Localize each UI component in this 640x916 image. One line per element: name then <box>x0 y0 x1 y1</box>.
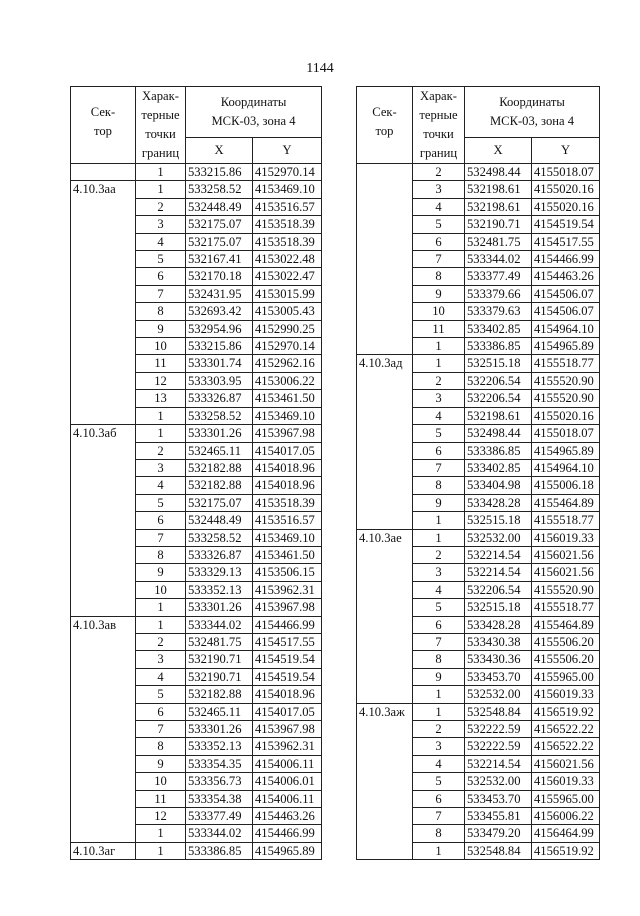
coordinate-x: 532532.00 <box>465 686 532 703</box>
coordinate-x: 533428.28 <box>465 494 532 511</box>
coordinate-x: 533215.86 <box>186 164 253 181</box>
coordinate-y: 4153506.15 <box>253 564 322 581</box>
point-number: 6 <box>413 442 465 459</box>
sector-label: 4.10.3аг <box>71 842 136 859</box>
coordinate-y: 4153962.31 <box>253 581 322 598</box>
point-number: 3 <box>136 216 186 233</box>
coordinate-y: 4156021.56 <box>532 755 600 772</box>
point-number: 1 <box>413 338 465 355</box>
point-number: 9 <box>413 668 465 685</box>
coordinate-x: 532170.18 <box>186 268 253 285</box>
coordinate-x: 532515.18 <box>465 355 532 372</box>
coordinate-y: 4154466.99 <box>253 825 322 842</box>
table-row <box>71 164 322 181</box>
point-number: 2 <box>136 633 186 650</box>
coordinate-x: 533344.02 <box>186 825 253 842</box>
coordinate-y: 4154018.96 <box>253 459 322 476</box>
point-number: 4 <box>413 407 465 424</box>
point-number: 1 <box>413 512 465 529</box>
coordinate-x: 532190.71 <box>186 668 253 685</box>
coordinate-x: 532206.54 <box>465 390 532 407</box>
point-number: 4 <box>136 668 186 685</box>
coordinate-y: 4154965.89 <box>532 442 600 459</box>
point-number: 3 <box>413 181 465 198</box>
coordinate-x: 533301.26 <box>186 599 253 616</box>
point-number: 2 <box>413 546 465 563</box>
coordinate-y: 4153461.50 <box>253 546 322 563</box>
coordinate-x: 532214.54 <box>465 546 532 563</box>
coordinate-x: 533258.52 <box>186 181 253 198</box>
coordinate-x: 532175.07 <box>186 216 253 233</box>
header-y: Y <box>253 137 322 163</box>
coordinate-x: 532693.42 <box>186 303 253 320</box>
point-number: 4 <box>413 755 465 772</box>
coordinate-y: 4154519.54 <box>253 651 322 668</box>
coordinate-y: 4153967.98 <box>253 721 322 738</box>
coordinate-x: 533428.28 <box>465 616 532 633</box>
coordinate-x: 532206.54 <box>465 372 532 389</box>
coordinate-y: 4156021.56 <box>532 546 600 563</box>
coordinate-y: 4153022.48 <box>253 251 322 268</box>
coordinate-x: 532190.71 <box>465 216 532 233</box>
coordinate-y: 4153516.57 <box>253 512 322 529</box>
coordinate-x: 533329.13 <box>186 564 253 581</box>
coordinate-x: 533453.70 <box>465 668 532 685</box>
coordinate-x: 532222.59 <box>465 721 532 738</box>
coordinate-x: 533455.81 <box>465 808 532 825</box>
coordinate-x: 533453.70 <box>465 790 532 807</box>
point-number: 11 <box>413 320 465 337</box>
coordinate-y: 4154018.96 <box>253 686 322 703</box>
header-x: X <box>186 137 253 163</box>
coordinate-y: 4154965.89 <box>532 338 600 355</box>
point-number: 4 <box>136 477 186 494</box>
coordinate-y: 4156464.99 <box>532 825 600 842</box>
coordinate-y: 4155020.16 <box>532 198 600 215</box>
point-number: 10 <box>136 773 186 790</box>
coordinate-y: 4153006.22 <box>253 372 322 389</box>
point-number: 1 <box>136 425 186 442</box>
point-number: 3 <box>413 738 465 755</box>
header-sector: Сек- тор <box>71 87 136 164</box>
table-row <box>71 425 322 442</box>
point-number: 6 <box>136 268 186 285</box>
coordinate-y: 4154517.55 <box>532 233 600 250</box>
coordinate-x: 533352.13 <box>186 581 253 598</box>
point-number: 11 <box>136 790 186 807</box>
point-number: 1 <box>413 355 465 372</box>
table-row <box>357 529 600 546</box>
coordinate-x: 532548.84 <box>465 703 532 720</box>
point-number: 2 <box>413 372 465 389</box>
header-x: X <box>465 137 532 163</box>
coordinate-y: 4154006.01 <box>253 773 322 790</box>
point-number: 9 <box>136 564 186 581</box>
coordinate-y: 4154519.54 <box>253 668 322 685</box>
point-number: 4 <box>413 581 465 598</box>
coordinate-x: 532465.11 <box>186 442 253 459</box>
coordinate-x: 533404.98 <box>465 477 532 494</box>
coordinate-y: 4155518.77 <box>532 355 600 372</box>
table-row <box>71 616 322 633</box>
point-number: 3 <box>413 564 465 581</box>
coordinate-y: 4155518.77 <box>532 599 600 616</box>
coordinate-y: 4154466.99 <box>532 251 600 268</box>
coordinate-y: 4153518.39 <box>253 216 322 233</box>
point-number: 4 <box>413 198 465 215</box>
coordinate-x: 532515.18 <box>465 512 532 529</box>
coordinate-x: 532548.84 <box>465 842 532 859</box>
coordinate-y: 4154964.10 <box>532 320 600 337</box>
coordinate-y: 4155018.07 <box>532 425 600 442</box>
coordinate-y: 4155518.77 <box>532 512 600 529</box>
coordinate-y: 4154466.99 <box>253 616 322 633</box>
coordinate-x: 532431.95 <box>186 285 253 302</box>
point-number: 2 <box>136 198 186 215</box>
point-number: 8 <box>413 477 465 494</box>
table-row <box>357 355 600 372</box>
point-number: 6 <box>413 616 465 633</box>
coordinate-y: 4156019.33 <box>532 773 600 790</box>
table-row <box>71 842 322 859</box>
coordinate-x: 533379.66 <box>465 285 532 302</box>
coordinate-y: 4155965.00 <box>532 668 600 685</box>
coordinate-x: 533430.38 <box>465 633 532 650</box>
coordinate-x: 532214.54 <box>465 755 532 772</box>
point-number: 5 <box>413 425 465 442</box>
point-number: 5 <box>136 251 186 268</box>
sector-label: 4.10.3ад <box>357 355 413 529</box>
coordinate-y: 4155520.90 <box>532 390 600 407</box>
point-number: 8 <box>413 651 465 668</box>
point-number: 6 <box>413 790 465 807</box>
header-coordinates: Координаты МСК-03, зона 4 <box>186 87 322 138</box>
point-number: 9 <box>136 755 186 772</box>
coordinate-x: 533258.52 <box>186 529 253 546</box>
sector-label: 4.10.3аа <box>71 181 136 425</box>
page-number: 1144 <box>306 61 334 76</box>
coordinate-x: 532182.88 <box>186 459 253 476</box>
point-number: 1 <box>413 703 465 720</box>
coordinate-y: 4154506.07 <box>532 303 600 320</box>
coordinate-x: 533379.63 <box>465 303 532 320</box>
coordinate-y: 4155506.20 <box>532 651 600 668</box>
coordinate-y: 4154463.26 <box>532 268 600 285</box>
point-number: 5 <box>413 599 465 616</box>
coordinate-y: 4152970.14 <box>253 338 322 355</box>
point-number: 4 <box>136 233 186 250</box>
coordinate-y: 4153469.10 <box>253 407 322 424</box>
coordinate-y: 4156522.22 <box>532 721 600 738</box>
point-number: 6 <box>136 512 186 529</box>
coordinate-y: 4156021.56 <box>532 564 600 581</box>
coordinate-x: 532175.07 <box>186 233 253 250</box>
coordinate-x: 533344.02 <box>465 251 532 268</box>
coordinate-x: 532481.75 <box>186 633 253 650</box>
header-coordinates: Координаты МСК-03, зона 4 <box>465 87 600 138</box>
coordinate-y: 4155020.16 <box>532 407 600 424</box>
coordinate-y: 4155018.07 <box>532 164 600 181</box>
point-number: 1 <box>413 842 465 859</box>
coordinates-table-right <box>356 86 600 860</box>
point-number: 1 <box>413 529 465 546</box>
point-number: 7 <box>413 633 465 650</box>
coordinate-y: 4154017.05 <box>253 442 322 459</box>
point-number: 9 <box>413 494 465 511</box>
coordinate-y: 4154965.89 <box>253 842 322 859</box>
point-number: 7 <box>413 251 465 268</box>
coordinate-x: 532448.49 <box>186 198 253 215</box>
coordinate-y: 4155965.00 <box>532 790 600 807</box>
coordinate-x: 533301.26 <box>186 721 253 738</box>
coordinate-y: 4154506.07 <box>532 285 600 302</box>
coordinate-x: 533344.02 <box>186 616 253 633</box>
table-row <box>357 164 600 181</box>
coordinate-x: 532206.54 <box>465 581 532 598</box>
table-row <box>71 181 322 198</box>
coordinate-x: 532190.71 <box>186 651 253 668</box>
point-number: 1 <box>136 825 186 842</box>
coordinate-y: 4153469.10 <box>253 181 322 198</box>
point-number: 13 <box>136 390 186 407</box>
point-number: 8 <box>413 268 465 285</box>
header-y: Y <box>532 137 600 163</box>
coordinate-y: 4155520.90 <box>532 372 600 389</box>
point-number: 1 <box>136 181 186 198</box>
coordinate-y: 4154006.11 <box>253 790 322 807</box>
coordinate-x: 532954.96 <box>186 320 253 337</box>
coordinate-y: 4155520.90 <box>532 581 600 598</box>
point-number: 3 <box>136 459 186 476</box>
coordinate-y: 4153461.50 <box>253 390 322 407</box>
coordinate-x: 533377.49 <box>186 808 253 825</box>
header-sector: Сек- тор <box>357 87 413 164</box>
coordinate-x: 533326.87 <box>186 390 253 407</box>
coordinate-x: 533301.74 <box>186 355 253 372</box>
header-points: Харак- терные точки границ <box>136 87 186 164</box>
coordinate-y: 4154519.54 <box>532 216 600 233</box>
point-number: 3 <box>413 390 465 407</box>
coordinate-y: 4154517.55 <box>253 633 322 650</box>
point-number: 12 <box>136 808 186 825</box>
coordinate-x: 532532.00 <box>465 529 532 546</box>
sector-label: 4.10.3ав <box>71 616 136 842</box>
sector-label: 4.10.3аб <box>71 425 136 616</box>
coordinate-x: 533402.85 <box>465 459 532 476</box>
coordinate-x: 533303.95 <box>186 372 253 389</box>
coordinate-y: 4156006.22 <box>532 808 600 825</box>
coordinate-x: 532182.88 <box>186 477 253 494</box>
coordinate-y: 4154006.11 <box>253 755 322 772</box>
coordinate-y: 4156519.92 <box>532 842 600 859</box>
coordinate-x: 533326.87 <box>186 546 253 563</box>
coordinate-y: 4153967.98 <box>253 599 322 616</box>
coordinate-y: 4154463.26 <box>253 808 322 825</box>
coordinate-x: 533402.85 <box>465 320 532 337</box>
coordinates-table-left <box>70 86 322 860</box>
coordinate-y: 4154018.96 <box>253 477 322 494</box>
point-number: 1 <box>136 616 186 633</box>
coordinate-x: 533386.85 <box>465 442 532 459</box>
coordinate-y: 4156019.33 <box>532 686 600 703</box>
coordinate-x: 532532.00 <box>465 773 532 790</box>
sector-label <box>71 164 136 181</box>
coordinate-x: 533354.38 <box>186 790 253 807</box>
point-number: 9 <box>413 285 465 302</box>
coordinate-y: 4153962.31 <box>253 738 322 755</box>
point-number: 5 <box>413 773 465 790</box>
coordinate-x: 533386.85 <box>186 842 253 859</box>
coordinate-x: 532481.75 <box>465 233 532 250</box>
coordinate-y: 4156519.92 <box>532 703 600 720</box>
point-number: 1 <box>136 164 186 181</box>
coordinate-y: 4155006.18 <box>532 477 600 494</box>
point-number: 5 <box>413 216 465 233</box>
point-number: 10 <box>413 303 465 320</box>
point-number: 7 <box>413 459 465 476</box>
point-number: 8 <box>413 825 465 842</box>
point-number: 1 <box>136 842 186 859</box>
coordinate-x: 533352.13 <box>186 738 253 755</box>
coordinate-x: 532198.61 <box>465 181 532 198</box>
coordinate-x: 533356.73 <box>186 773 253 790</box>
coordinate-y: 4152962.16 <box>253 355 322 372</box>
point-number: 1 <box>413 686 465 703</box>
point-number: 2 <box>136 442 186 459</box>
point-number: 5 <box>136 494 186 511</box>
coordinate-x: 532214.54 <box>465 564 532 581</box>
coordinate-y: 4153469.10 <box>253 529 322 546</box>
coordinate-y: 4156522.22 <box>532 738 600 755</box>
point-number: 12 <box>136 372 186 389</box>
coordinate-y: 4156019.33 <box>532 529 600 546</box>
coordinate-y: 4154964.10 <box>532 459 600 476</box>
point-number: 7 <box>413 808 465 825</box>
point-number: 1 <box>136 407 186 424</box>
coordinate-y: 4154017.05 <box>253 703 322 720</box>
point-number: 8 <box>136 303 186 320</box>
coordinate-y: 4153516.57 <box>253 198 322 215</box>
point-number: 7 <box>136 285 186 302</box>
coordinate-x: 532198.61 <box>465 407 532 424</box>
coordinate-y: 4153005.43 <box>253 303 322 320</box>
table-row <box>357 703 600 720</box>
coordinate-x: 533258.52 <box>186 407 253 424</box>
coordinate-x: 532222.59 <box>465 738 532 755</box>
sector-label <box>357 164 413 355</box>
point-number: 11 <box>136 355 186 372</box>
point-number: 2 <box>413 721 465 738</box>
header-points: Харак- терные точки границ <box>413 87 465 164</box>
point-number: 5 <box>136 686 186 703</box>
sector-label: 4.10.3ае <box>357 529 413 703</box>
coordinate-x: 532448.49 <box>186 512 253 529</box>
coordinate-x: 533215.86 <box>186 338 253 355</box>
point-number: 7 <box>136 529 186 546</box>
point-number: 7 <box>136 721 186 738</box>
coordinate-y: 4153518.39 <box>253 494 322 511</box>
point-number: 6 <box>136 703 186 720</box>
point-number: 8 <box>136 738 186 755</box>
coordinate-y: 4155464.89 <box>532 494 600 511</box>
coordinate-y: 4153022.47 <box>253 268 322 285</box>
coordinate-y: 4155020.16 <box>532 181 600 198</box>
coordinate-y: 4152990.25 <box>253 320 322 337</box>
point-number: 8 <box>136 546 186 563</box>
coordinate-y: 4152970.14 <box>253 164 322 181</box>
coordinate-y: 4155464.89 <box>532 616 600 633</box>
coordinate-x: 533479.20 <box>465 825 532 842</box>
coordinate-y: 4153967.98 <box>253 425 322 442</box>
coordinate-x: 532498.44 <box>465 164 532 181</box>
coordinate-x: 532515.18 <box>465 599 532 616</box>
point-number: 10 <box>136 338 186 355</box>
coordinate-x: 533301.26 <box>186 425 253 442</box>
coordinate-x: 532465.11 <box>186 703 253 720</box>
sector-label: 4.10.3аж <box>357 703 413 860</box>
coordinate-y: 4153015.99 <box>253 285 322 302</box>
coordinate-x: 533354.35 <box>186 755 253 772</box>
point-number: 9 <box>136 320 186 337</box>
point-number: 2 <box>413 164 465 181</box>
coordinate-x: 533377.49 <box>465 268 532 285</box>
coordinate-x: 533430.36 <box>465 651 532 668</box>
coordinate-y: 4155506.20 <box>532 633 600 650</box>
point-number: 1 <box>136 599 186 616</box>
point-number: 6 <box>413 233 465 250</box>
coordinate-x: 532182.88 <box>186 686 253 703</box>
coordinate-y: 4153518.39 <box>253 233 322 250</box>
coordinate-x: 532498.44 <box>465 425 532 442</box>
coordinate-x: 532175.07 <box>186 494 253 511</box>
point-number: 3 <box>136 651 186 668</box>
coordinate-x: 532198.61 <box>465 198 532 215</box>
point-number: 10 <box>136 581 186 598</box>
coordinate-x: 532167.41 <box>186 251 253 268</box>
coordinate-x: 533386.85 <box>465 338 532 355</box>
